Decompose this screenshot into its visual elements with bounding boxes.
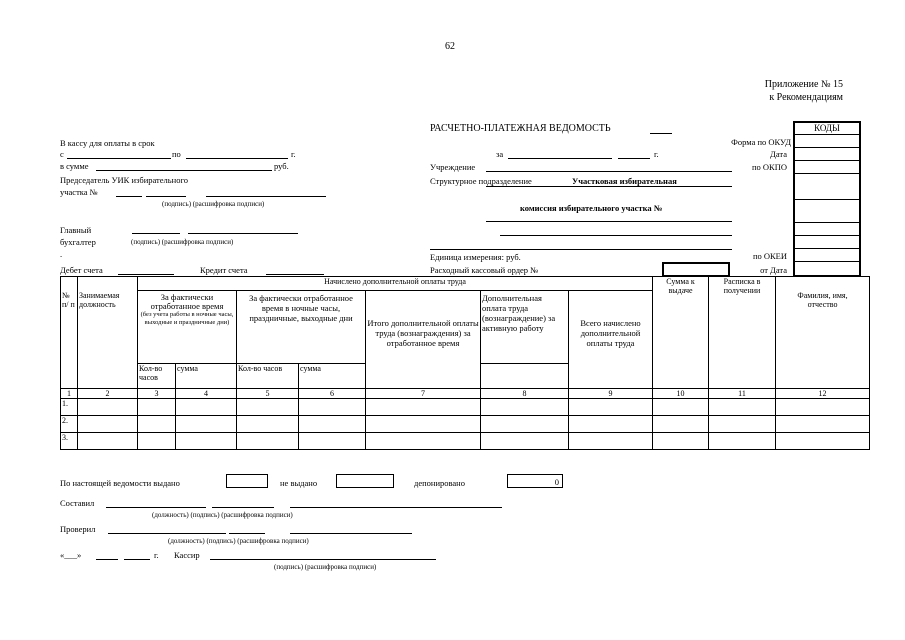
okei-label: по ОКЕИ: [752, 251, 787, 261]
header-no: № п/ п: [61, 277, 78, 389]
checked-label: Проверил: [60, 524, 96, 534]
subdivision-value-2: комиссия избирательного участка №: [520, 203, 663, 213]
from-date-label: от Дата: [760, 265, 787, 275]
okpo-label: по ОКПО: [751, 162, 787, 172]
unit-label: Единица измерения: руб.: [430, 252, 521, 262]
issued-amount-field[interactable]: [226, 474, 268, 488]
compiled-label: Составил: [60, 498, 95, 508]
dot-mark: .: [60, 249, 63, 259]
not-issued-label: не выдано: [280, 478, 318, 488]
header-hours-1: Кол-во часов: [138, 364, 176, 389]
accountant-sign-caption: (подпись) (расшифровка подписи): [131, 238, 234, 246]
checked-caption: (должность) (подпись) (расшифровка подписи): [168, 537, 309, 545]
header-night: За фактически отработанное время в ночные часы, праздничные, выходные дни: [237, 291, 366, 364]
appendix-line-2: к Рекомендациям: [769, 92, 843, 103]
year-label: г.: [291, 149, 296, 159]
deposited-label: депонировано: [414, 478, 465, 488]
page-number: 62: [445, 41, 455, 52]
table-row: 3.: [61, 433, 870, 450]
header-issue: Сумма к выдаче: [653, 277, 709, 389]
accountant-label: бухгалтер: [60, 237, 96, 247]
header-total-worked: Итого дополнительной оплаты труда (вознаграждения) за отработанное время: [366, 291, 481, 389]
precinct-label: участка №: [60, 187, 98, 197]
okud-label: Форма по ОКУД: [731, 137, 791, 147]
cash-order-label: Расходный кассовый ордер №: [430, 265, 539, 275]
deposited-amount-field[interactable]: 0: [507, 474, 563, 488]
appendix-label: [765, 78, 843, 104]
header-accrued: Начислено дополнительной оплаты труда: [138, 277, 653, 291]
date-label: Дата: [770, 149, 787, 159]
chairman-sign-caption: (подпись) (расшифровка подписи): [162, 200, 265, 208]
header-bonus: Дополнительная оплата труда (вознаграждение) за активную работу: [481, 291, 569, 364]
header-position: Занимаемая должность: [78, 277, 138, 389]
institution-label: Учреждение: [430, 162, 476, 172]
subdivision-label: Структурное подразделение: [430, 176, 532, 186]
rub-label: руб.: [274, 161, 289, 171]
header-sum-2: сумма: [299, 364, 366, 389]
compiled-caption: (должность) (подпись) (расшифровка подписи): [152, 511, 293, 519]
header-total: Всего начислено дополнительной оплаты труда: [569, 291, 653, 389]
header-name: Фамилия, имя, отчество: [776, 277, 870, 389]
document-title: РАСЧЕТНО-ПЛАТЕЖНАЯ ВЕДОМОСТЬ: [430, 123, 611, 134]
for-period-label: за: [496, 149, 504, 159]
header-bonus-empty: [481, 364, 569, 389]
header-sum-1: сумма: [176, 364, 237, 389]
sum-label: в сумме: [60, 161, 89, 171]
cash-order-number-field[interactable]: [662, 262, 730, 277]
credit-label: Кредит счета: [200, 265, 248, 275]
table-row: 2.: [61, 416, 870, 433]
not-issued-amount-field[interactable]: [336, 474, 394, 488]
codes-header: КОДЫ: [814, 123, 840, 133]
date-prefix: «___»: [60, 550, 82, 560]
cashier-caption: (подпись) (расшифровка подписи): [274, 563, 377, 571]
column-numbers-row: 1 2 3 4 5 6 7 8 9 10 11 12: [61, 389, 870, 399]
to-label: по: [172, 149, 181, 159]
period-year-label: г.: [654, 149, 659, 159]
appendix-line-1: Приложение № 15: [764, 79, 843, 90]
chairman-label: Председатель УИК избирательного: [60, 175, 188, 185]
issued-label: По настоящей ведомости выдано: [60, 478, 180, 488]
header-worked: За фактически отработанное время (без учета работы в ночные часы, выходные и праздничные дни): [138, 291, 237, 364]
chief-label: Главный: [60, 225, 92, 235]
date-year-label: г.: [154, 550, 159, 560]
header-receipt: Расписка в получении: [709, 277, 776, 389]
kassa-line: В кассу для оплаты в срок: [60, 138, 155, 148]
cashier-label: Кассир: [174, 550, 200, 560]
subdivision-value-1: Участковая избирательная: [572, 176, 677, 186]
table-row: 1.: [61, 399, 870, 416]
from-label: с: [60, 149, 64, 159]
payroll-table: [60, 276, 870, 450]
debit-label: Дебет счета: [60, 265, 103, 275]
header-hours-2: Кол-во часов: [237, 364, 299, 389]
